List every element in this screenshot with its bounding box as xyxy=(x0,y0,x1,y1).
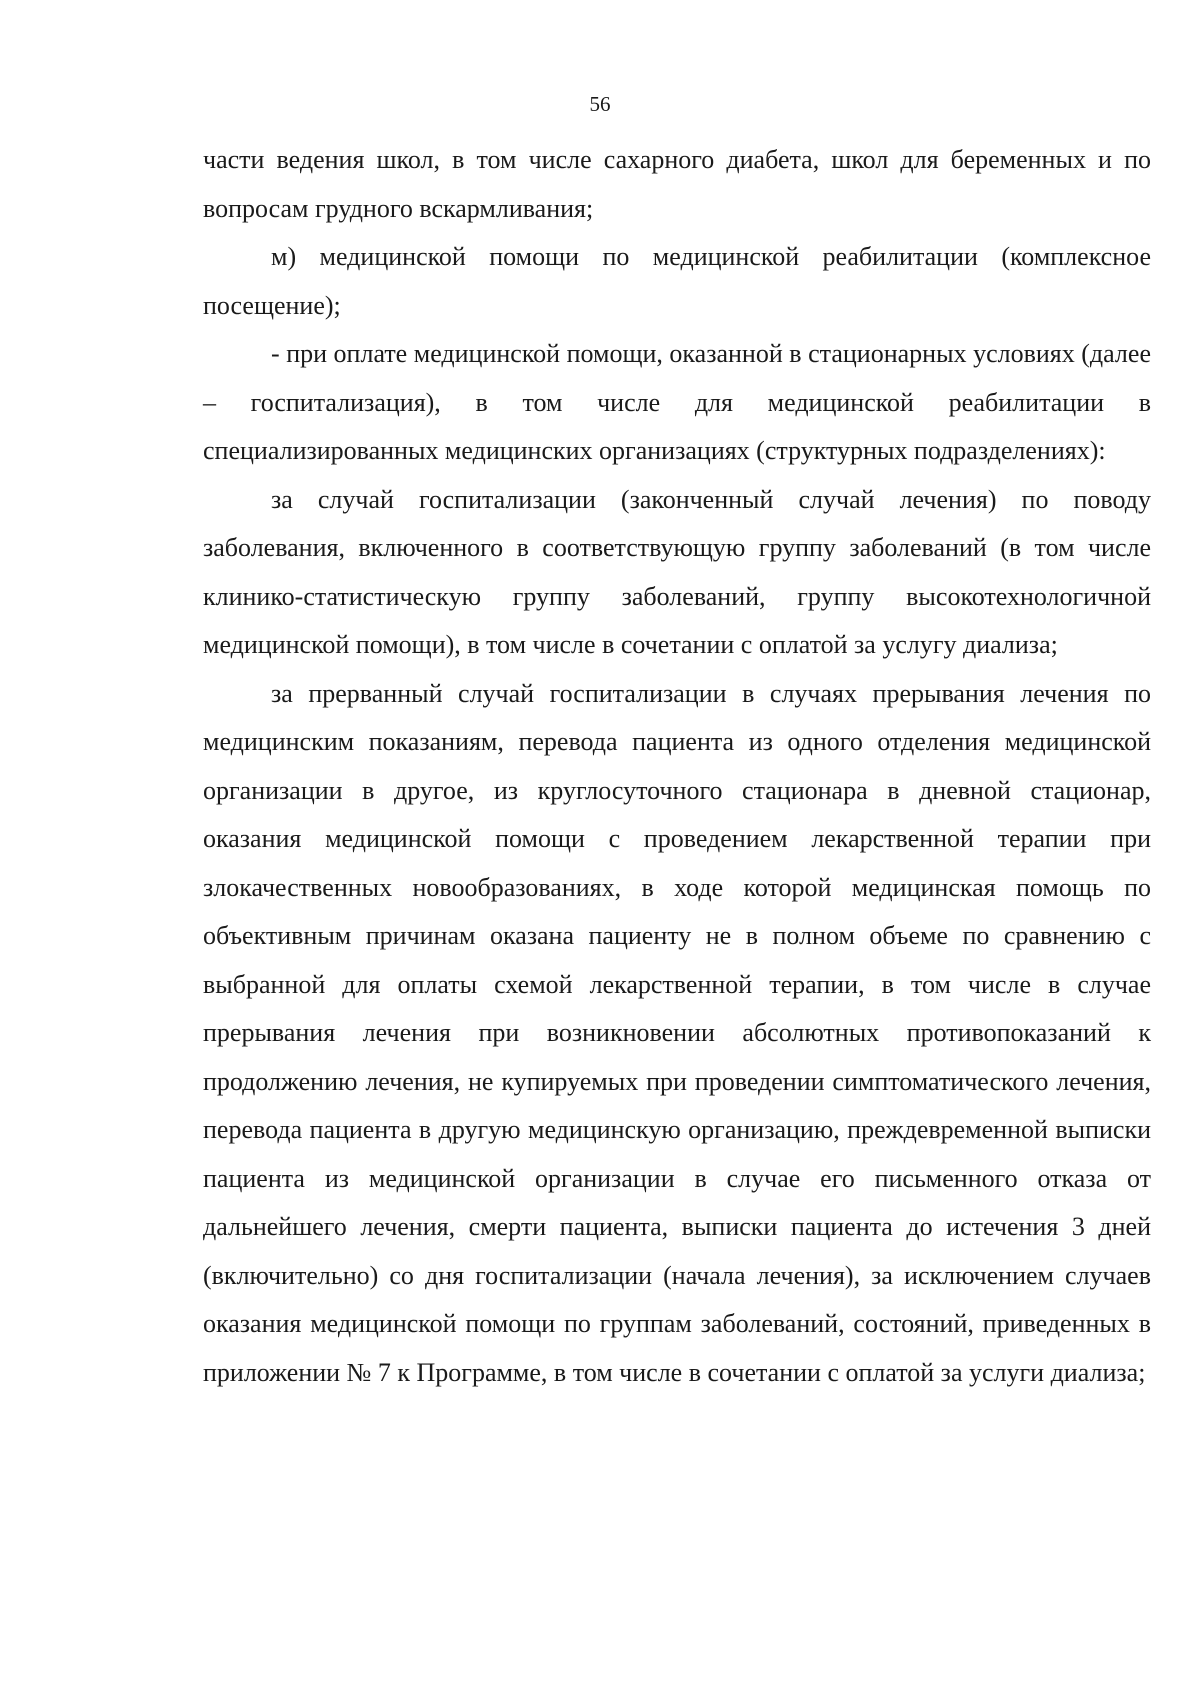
paragraph-4: за случай госпитализации (законченный случай лечения) по поводу заболевания, включенного в соответствующую группу заболеваний (в том числе клинико-статистическую группу заболеваний, группу высокотехнологичной медицинской помощи), в том числе в сочетании с оплатой за услугу диализа; xyxy=(203,484,1151,659)
page-number: 56 xyxy=(589,92,611,116)
paragraph-1: части ведения школ, в том числе сахарного диабета, школ для беременных и по вопросам грудного вскармливания; xyxy=(203,145,1151,223)
document-body xyxy=(203,136,1151,1397)
paragraph-5: за прерванный случай госпитализации в случаях прерывания лечения по медицинским показаниям, перевода пациента из одного отделения медицинской организации в другое, из круглосуточного стационара в дневной стационар, оказания медицинской помощи с проведением лекарственной терапии при злокачественных новообразованиях, в ходе которой медицинская помощь по объективным причинам оказана пациенту не в полном объеме по сравнению с выбранной для оплаты схемой лекарственной терапии, в том числе в случае прерывания лечения при возникновении абсолютных противопоказаний к продолжению лечения, не купируемых при проведении симптоматического лечения, перевода пациента в другую медицинскую организацию, преждевременной выписки пациента из медицинской организации в случае его письменного отказа от дальнейшего лечения, смерти пациента, выписки пациента до истечения 3 дней (включительно) со дня госпитализации (начала лечения), за исключением случаев оказания медицинской помощи по группам заболеваний, состояний, приведенных в приложении № 7 к Программе, в том числе в сочетании с оплатой за услуги диализа; xyxy=(203,678,1151,1387)
paragraph-3: - при оплате медицинской помощи, оказанной в стационарных условиях (далее – госпитализация), в том числе для медицинской реабилитации в специализированных медицинских организациях (структурных подразделениях): xyxy=(203,339,1151,465)
paragraph-2: м) медицинской помощи по медицинской реабилитации (комплексное посещение); xyxy=(203,242,1151,320)
